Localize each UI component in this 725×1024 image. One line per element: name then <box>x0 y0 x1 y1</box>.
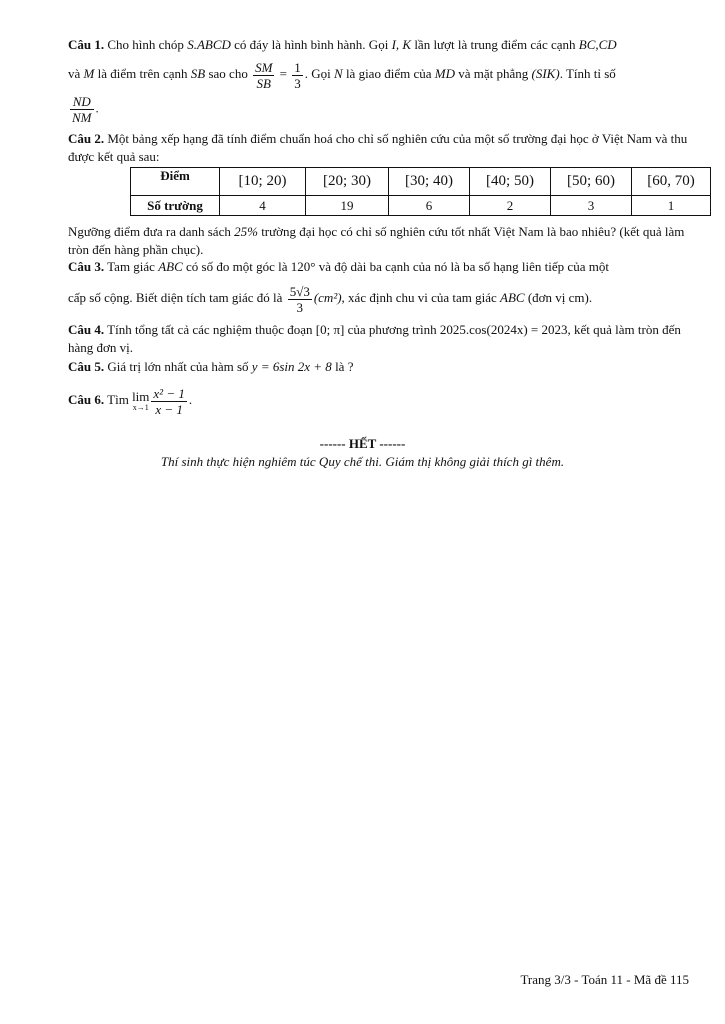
fraction-sm-sb: $\frac{SM}{SB}$ <box>255 59 273 91</box>
table-row <box>131 196 711 216</box>
table-cell: 2 <box>470 196 551 216</box>
table-cell: [60, 70) <box>647 173 695 189</box>
table-cell: [10; 20) <box>238 173 287 189</box>
table-cell: 4 <box>220 196 306 216</box>
table-cell: 1 <box>632 196 711 216</box>
table-row <box>131 168 711 196</box>
fraction-area: $\frac{5√3}{3}$ <box>289 283 310 315</box>
exam-note: Thí sinh thực hiện nghiêm túc Quy chế thi. Giám thị không giải thích gì thêm. <box>160 454 565 469</box>
table-header-count: Số trường <box>147 197 203 213</box>
question-1-ratio: $\frac{ND}{NM}$ . <box>72 94 99 125</box>
question-6: Câu 6. Tìm lim x→1 $\frac{\text{x² − 1}}{x - 1}$ . <box>68 385 193 417</box>
question-5: Câu 5. Giá trị lớn nhất của hàm số y = 6sin 2x + 8 là ? <box>68 359 354 374</box>
fraction-one-third: $\frac{1}{3}$ <box>294 59 301 91</box>
question-label: Câu 6. <box>68 392 105 407</box>
table-cell: [50; 60) <box>567 173 615 189</box>
limit-operator: lim x→1 <box>132 389 150 413</box>
table-cell: 3 <box>551 196 632 216</box>
question-3: Câu 3. Tam giác ABC có số đo một góc là 120° và độ dài ba cạnh của nó là ba số hạng liên tiếp của một <box>68 259 609 274</box>
question-2-ask: Ngưỡng điểm đưa ra danh sách 25% trường đại học có chỉ số nghiên cứu tốt nhất Việt Nam là bao nhiêu? (kết quả làm tròn đến hàng phần chục). <box>68 224 685 257</box>
fraction-nd-nm: $\frac{ND}{NM}$ <box>72 94 92 125</box>
table-cell: [30; 40) <box>405 173 453 189</box>
question-1: Câu 1. Cho hình chóp S.ABCD có đáy là hình bình hành. Gọi I, K lần lượt là trung điểm các cạnh BC,CD <box>68 37 617 52</box>
table-header-score: Điểm <box>160 168 190 183</box>
question-1-line-2: và M là điểm trên cạnh SB sao cho $\frac{SM}{SB}$ = $\frac{1}{3}$ . Gọi N là giao điểm của MD và mặt phẳng (SIK). Tính tỉ số <box>68 59 616 91</box>
table-cell: [20; 30) <box>323 173 371 189</box>
end-mark: ------ HẾT ------ <box>319 436 406 451</box>
question-label: Câu 2. <box>68 131 105 146</box>
frequency-table <box>130 167 711 216</box>
table-cell: 6 <box>389 196 470 216</box>
question-label: Câu 5. <box>68 359 105 374</box>
question-4: Câu 4. Tính tổng tất cả các nghiệm thuộc đoạn [0; π] của phương trình 2025.cos(2024x) = 2023, kết quả làm tròn đến hàng đơn vị. <box>68 322 681 355</box>
table-cell: [40; 50) <box>486 173 534 189</box>
question-label: Câu 1. <box>68 37 105 52</box>
question-3-line-2: cấp số cộng. Biết diện tích tam giác đó là $\frac{5√3}{3}$ (cm²), xác định chu vi của tam giác ABC (đơn vị cm). <box>68 283 593 315</box>
question-label: Câu 4. <box>68 322 105 337</box>
page-footer: Trang 3/3 - Toán 11 - Mã đề 115 <box>520 972 689 987</box>
question-label: Câu 3. <box>68 259 105 274</box>
fraction-limit: $\frac{\text{x² − 1}}{x - 1}$ <box>153 385 185 417</box>
table-cell: 19 <box>306 196 389 216</box>
question-2: Câu 2. Một bảng xếp hạng đã tính điểm chuẩn hoá cho chỉ số nghiên cứu của một số trường đại học ở Việt Nam và thu được kết quả sau: <box>68 131 688 164</box>
